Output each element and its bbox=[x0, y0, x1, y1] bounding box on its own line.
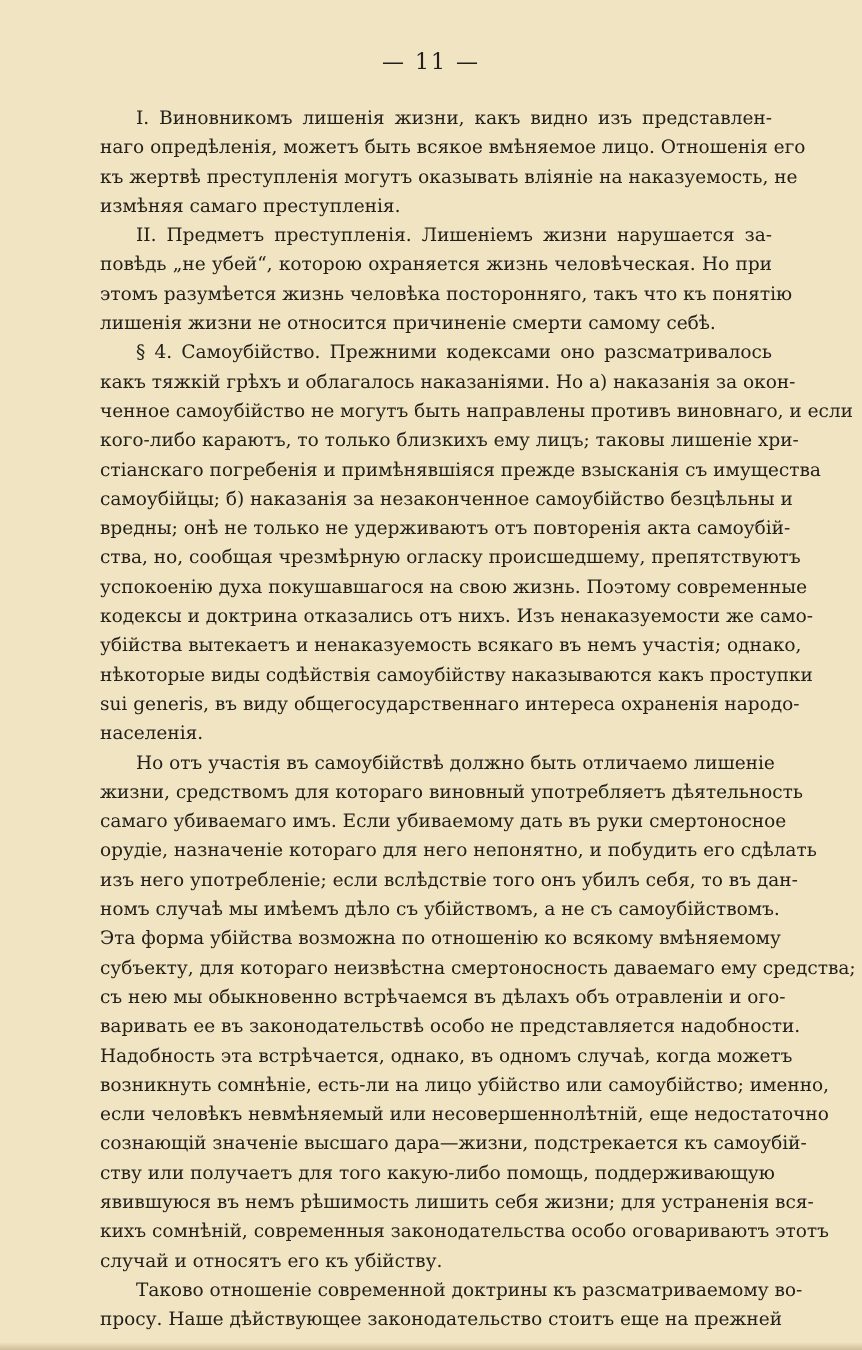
text-line: явившуюся въ немъ рѣшимость лишить себя жизни; для устраненія вся- bbox=[100, 1191, 814, 1213]
text-line: субъекту, для котораго неизвѣстна смертоносность даваемаго ему средства; bbox=[100, 957, 856, 979]
page-number: — 11 — bbox=[382, 50, 480, 75]
text-line: кого-либо караютъ, то только близкихъ ему лицъ; таковы лишеніе хри- bbox=[100, 430, 799, 452]
text-line: Надобность эта встрѣчается, однако, въ одномъ случаѣ, когда можетъ bbox=[100, 1045, 793, 1067]
text-line: кихъ сомнѣній, современныя законодательства особо оговариваютъ этотъ bbox=[100, 1221, 829, 1243]
text-line: измѣняя самаго преступленія. bbox=[100, 195, 401, 217]
text-line: II. Предметъ преступленія. Лишеніемъ жизни нарушается за- bbox=[136, 225, 772, 247]
text-line: варивать ее въ законодательствѣ особо не представляется надобности. bbox=[100, 1016, 801, 1038]
text-line: Таково отношеніе современной доктрины къ разсматриваемому во- bbox=[136, 1279, 803, 1301]
text-line: кодексы и доктрина отказались отъ нихъ. Изъ ненаказуемости же само- bbox=[100, 606, 814, 628]
text-line: просу. Наше дѣйствующее законодательство стоитъ еще на прежней bbox=[100, 1309, 783, 1331]
text-line: съ нею мы обыкновенно встрѣчаемся въ дѣлахъ объ отравленіи и ого- bbox=[100, 986, 786, 1008]
text-line: ству или получаетъ для того какую-либо помощь, поддерживающую bbox=[100, 1162, 775, 1184]
text-line: ченное самоубійство не могутъ быть направлены противъ виновнаго, и если bbox=[100, 400, 853, 422]
text-line: нѣкоторые виды содѣйствія самоубійству наказываются какъ проступки bbox=[100, 664, 813, 686]
page-edge-shadow bbox=[0, 1342, 862, 1350]
text-line: номъ случаѣ мы имѣемъ дѣло съ убійствомъ, а не съ самоубійствомъ. bbox=[100, 899, 780, 921]
text-line: самаго убиваемаго имъ. Если убиваемому дать въ руки смертоносное bbox=[100, 811, 787, 833]
text-line: лишенія жизни не относится причиненіе смерти самому себѣ. bbox=[100, 313, 716, 335]
text-line: какъ тяжкій грѣхъ и облагалось наказаніями. Но а) наказанія за окон- bbox=[100, 371, 796, 393]
text-line: населенія. bbox=[100, 723, 204, 745]
text-line: Эта форма убійства возможна по отношенію ко всякому вмѣняемому bbox=[100, 928, 781, 950]
text-line: убійства вытекаетъ и ненаказуемость всякаго въ немъ участія; однако, bbox=[100, 635, 802, 657]
text-line: наго опредѣленія, можетъ быть всякое вмѣняемое лицо. Отношенія его bbox=[100, 137, 806, 159]
text-line: повѣдь „не убей“, которою охраняется жизнь человѣческая. Но при bbox=[100, 254, 772, 276]
text-line: самоубійцы; б) наказанія за незаконченное самоубійство безцѣльны и bbox=[100, 488, 793, 510]
text-line: sui generis, въ виду общегосударственнаго интереса охраненія народо- bbox=[100, 693, 800, 715]
text-line: жизни, средствомъ для котораго виновный употребляетъ дѣятельность bbox=[100, 781, 803, 803]
text-line: этомъ разумѣется жизнь человѣка посторонняго, такъ что къ понятію bbox=[100, 283, 793, 305]
text-line: сознающій значеніе высшаго дара—жизни, подстрекается къ самоубій- bbox=[100, 1133, 807, 1155]
text-line: къ жертвѣ преступленія могутъ оказывать вліяніе на наказуемость, не bbox=[100, 166, 798, 188]
text-line: I. Виновникомъ лишенія жизни, какъ видно изъ представлен- bbox=[136, 108, 772, 129]
body-text bbox=[100, 104, 856, 1334]
text-line: возникнуть сомнѣніе, есть-ли на лицо убійство или самоубійство; именно, bbox=[100, 1074, 830, 1096]
text-line: § 4. Самоубійство. Прежними кодексами оно разсматривалось bbox=[136, 342, 772, 364]
text-line: Но отъ участія въ самоубійствѣ должно быть отличаемо лишеніе bbox=[136, 752, 775, 774]
text-line: успокоенію духа покушавшагося на свою жизнь. Поэтому современные bbox=[100, 576, 808, 598]
text-line: если человѣкъ невмѣняемый или несовершеннолѣтній, еще недостаточно bbox=[100, 1104, 829, 1126]
text-line: случай и относятъ его къ убійству. bbox=[100, 1250, 443, 1272]
text-line: ства, но, сообщая чрезмѣрную огласку происшедшему, препятствуютъ bbox=[100, 547, 801, 569]
text-line: стіанскаго погребенія и примѣнявшіяся прежде взысканія съ имущества bbox=[100, 459, 821, 481]
text-line: изъ него употребленіе; если вслѣдствіе того онъ убилъ себя, то въ дан- bbox=[100, 869, 798, 891]
text-line: орудіе, назначеніе котораго для него непонятно, и побудить его сдѣлать bbox=[100, 840, 817, 862]
text-line: вредны; онѣ не только не удерживаютъ отъ повторенія акта самоубій- bbox=[100, 518, 791, 540]
